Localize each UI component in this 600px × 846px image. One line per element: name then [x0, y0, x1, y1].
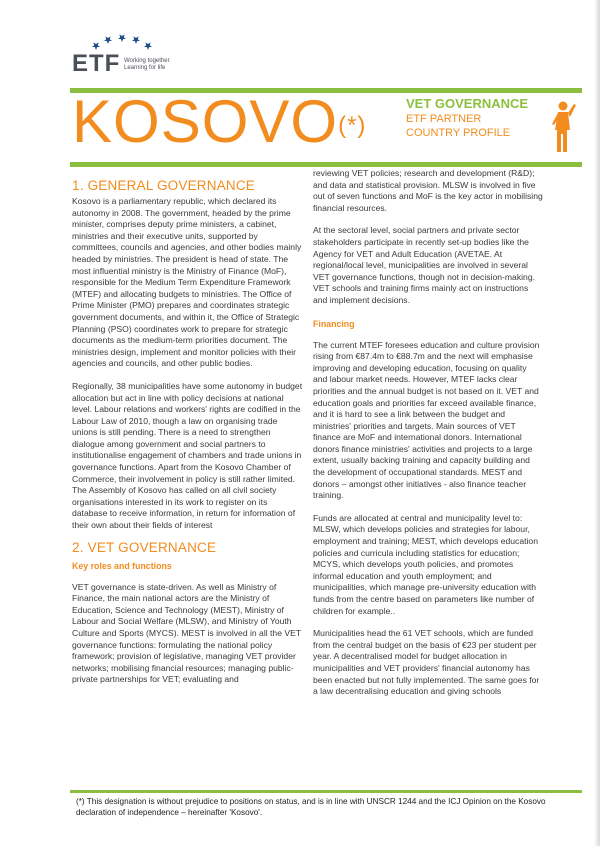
- profile-heading-line3: COUNTRY PROFILE: [406, 127, 511, 139]
- section-heading-vet-governance: 2. VET GOVERNANCE: [72, 539, 217, 555]
- country-title-footnote-mark: (*): [338, 112, 367, 139]
- paragraph: At the sectoral level, social partners and private sector stakeholders participate in recently set-up bodies like the Agency for VET and Adult Education (AVETAE. At regional/local level, municipalities are involved in several VET governance functions, though not in decision-making. VET schools and training firms mainly act on instructions and implement decisions.: [313, 225, 535, 305]
- profile-heading: [406, 96, 536, 140]
- paragraph: reviewing VET policies; research and development (R&D); and data and statistical provision. MLSW is involved in five out of seven functions and MoF is the key actor in mobilising financial resources.: [313, 168, 543, 213]
- country-title: [72, 86, 366, 158]
- paragraph: Municipalities head the 61 VET schools, which are funded from the central budget on the basis of €23 per student per year. A decentralised model for budget allocation in municipalities and VET providers' financial autonomy has been enacted but not fully implemented. The same goes for a law decentralising education and giving schools: [313, 628, 540, 697]
- subheading-key-roles: Key roles and functions: [72, 560, 172, 571]
- paragraph: The current MTEF foresees education and culture provision rising from €87.4m to €88.7m and the next will emphasise improving and developing education, focusing on quality and labour market needs. However, MTEF lacks clear priorities and the annual budget is not based on it. VET and education goals and priorities far exceed available finance, and it is hard to see a link between the budget and ministries' priorities and targets. Main sources of VET finance are MoF and international donors. International donors finance ministries' activities and projects to a large extent, usually backing training and capacity building and the development of occupational standards. MEST and donors – amongst other initiatives - also finance teacher training.: [313, 339, 540, 501]
- etf-logo-text: ETF: [72, 50, 121, 77]
- paragraph: Regionally, 38 municipalities have some autonomy in budget allocation but act in line with policy decisions at national level. Labour relations and workers' rights are codified in the Labour Law of 2010, though a law on organising trade unions is still pending. There is a need to strengthen dialogue among government and social partners to institutionalise engagement of chambers and trade unions in governance functions. Apart from the Kosovo Chamber of Commerce, their involvement in policy is still rather limited. The Assembly of Kosovo has called on all civil society organisations interested in its work to register on its database to receive information, in return for information of their own about their fields of interest: [72, 380, 303, 531]
- etf-tagline-line2: Learning for life: [124, 65, 166, 71]
- header-divider-bottom: [70, 162, 582, 167]
- etf-tagline-line1: Working together: [124, 58, 170, 64]
- page-edge-shadow: [594, 0, 600, 846]
- person-figure-icon: [546, 100, 576, 154]
- etf-logo: [72, 34, 192, 90]
- paragraph: Kosovo is a parliamentary republic, which declared its autonomy in 2008. The government, headed by the prime minister, comprises deputy prime ministers, a cabinet, ministries and their executive units, supported by committees, councils and agencies, and other bodies mainly headed by ministries. The president is head of state. The most influential ministry is the Ministry of Finance (MoF), responsible for the Medium Term Expenditure Framework (MTEF) and allocating budgets to ministries. The Office of Prime Minister (PMO) prepares and coordinates strategic government documents, and within it, the Office of Strategic Planning (PSO) coordinates work to prepare for strategic documents as the medium-term priorities document. The ministries design, implement and monitor policies with their agencies and councils, and other public bodies.: [72, 196, 302, 369]
- subheading-financing: Financing: [313, 318, 355, 329]
- footer-divider: [70, 790, 582, 793]
- etf-tagline: [124, 58, 184, 72]
- profile-heading-line2: ETF PARTNER: [406, 113, 482, 125]
- paragraph: VET governance is state-driven. As well as Ministry of Finance, the main national actors are the Ministry of Education, Science and Technology (MEST), Ministry of Labour and Social Welfare (MLSW), and Ministry of Youth Culture and Sports (MYCS). MEST is involved in all the VET governance functions: formulating the national policy framework; provision of legislative, managing VET provider networks; mobilising financial resources; managing public-private partnerships for VET; evaluating and: [72, 581, 301, 685]
- left-column: [72, 178, 304, 697]
- section-heading-general-governance: 1. GENERAL GOVERNANCE: [72, 178, 255, 193]
- country-title-text: KOSOVO: [72, 88, 339, 155]
- footnote: (*) This designation is without prejudice to positions on status, and is in line with UNSCR 1244 and the ICJ Opinion on the Kosovo declaration of independence – hereinafter 'Kosovo'.: [76, 797, 546, 817]
- profile-heading-line1: VET GOVERNANCE: [406, 96, 529, 111]
- right-column: [313, 168, 543, 709]
- paragraph: Funds are allocated at central and municipality level to: MLSW, which develops policies and strategies for labour, employment and training; MEST, which develops education policies and curricula including statistics for education; MCYS, which develops youth policies, and promotes informal education and youth employment; and municipalities, which manage pre-university education with funds from the centre based on parameters like number of children for example..: [313, 512, 538, 616]
